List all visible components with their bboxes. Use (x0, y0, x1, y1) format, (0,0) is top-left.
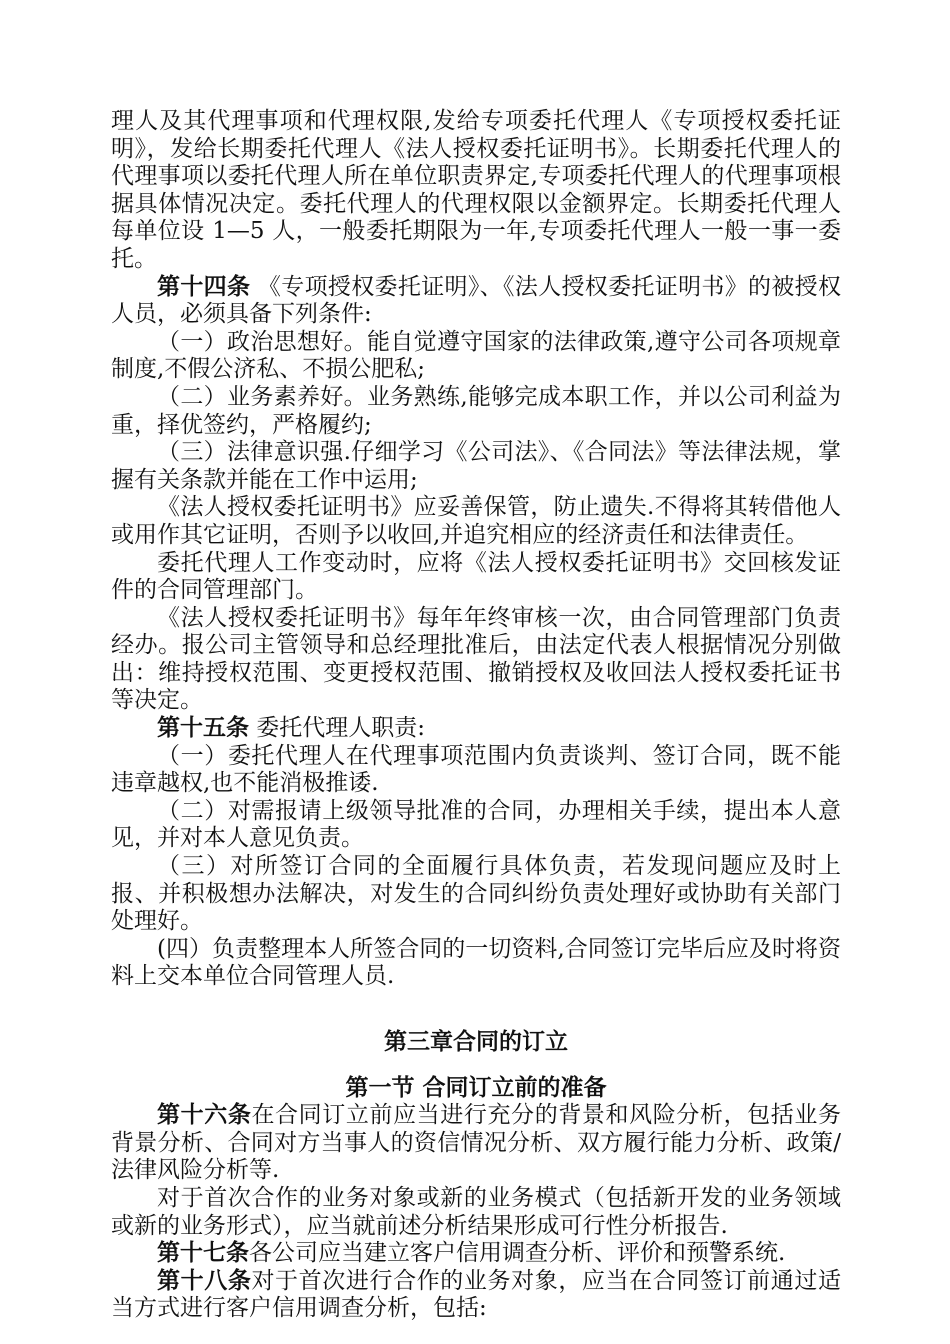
article-15-label: 第十五条 (157, 715, 249, 742)
paragraph-safekeeping: 《法人授权委托证明书》应妥善保管，防止遗失.不得将其转借他人或用作其它证明，否则予以收回,并追究相应的经济责任和法律责任。 (111, 494, 841, 548)
article-18 (111, 1268, 841, 1323)
article-15-text: 委托代理人职责: (249, 715, 426, 742)
article-14-item-3: （三）法律意识强.仔细学习《公司法》、《合同法》等法律法规，掌握有关条款并能在工作中运用; (111, 439, 841, 493)
article-14-item-2: （二）业务素养好。业务熟练,能够完成本职工作，并以公司利益为重，择优签约，严格履约; (111, 383, 841, 438)
article-15-item-4: (四）负责整理本人所签合同的一切资料,合同签订完毕后应及时将资料上交本单位合同管理人员. (111, 935, 841, 990)
article-18-label: 第十八条 (157, 1267, 252, 1294)
article-16-paragraph-2: 对于首次合作的业务对象或新的业务模式（包括新开发的业务领域或新的业务形式），应当就前述分析结果形成可行性分析报告. (111, 1184, 841, 1239)
article-14-label: 第十四条 (157, 273, 251, 300)
article-16-text: 在合同订立前应当进行充分的背景和风险分析，包括业务背景分析、合同对方当事人的资信情况分析、双方履行能力分析、政策/法律风险分析等. (111, 1102, 842, 1184)
article-15-item-3: （三）对所签订合同的全面履行具体负责，若发现问题应及时上报、并积极想办法解决，对发生的合同纠纷负责处理好或协助有关部门处理好。 (111, 853, 841, 935)
article-17 (111, 1240, 841, 1268)
article-17-label: 第十七条 (157, 1240, 249, 1267)
article-17-text: 各公司应当建立客户信用调查分析、评价和预警系统. (249, 1240, 786, 1267)
article-18-text: 对于首次进行合作的业务对象，应当在合同签订前通过适当方式进行客户信用调查分析，包括: (111, 1267, 842, 1322)
paragraph-continuation: 理人及其代理事项和代理权限,发给专项委托代理人《专项授权委托证明》，发给长期委托代理人《法人授权委托证明书》。长期委托代理人的代理事项以委托代理人所在单位职责界定,专项委托代理人的代理事项根据具体情况决定。委托代理人的代理权限以金额界定。长期委托代理人每单位设 1—5 人，一般委托期限为一年,专项委托代理人一般一事一委托。 (111, 108, 841, 272)
article-16-label: 第十六条 (157, 1102, 252, 1129)
article-15-item-1: （一）委托代理人在代理事项范围内负责谈判、签订合同，既不能违章越权,也不能消极推诿. (111, 742, 841, 797)
article-14-text: 《专项授权委托证明》、《法人授权委托证明书》的被授权人员，必须具备下列条件: (111, 273, 842, 328)
article-14 (111, 274, 841, 329)
section-title: 第一节 合同订立前的准备 (345, 1074, 607, 1101)
chapter-title: 第三章合同的订立 (384, 1029, 568, 1055)
article-15-item-2: （二）对需报请上级领导批准的合同，办理相关手续，提出本人意见，并对本人意见负责。 (111, 797, 841, 852)
paragraph-return-certificate: 委托代理人工作变动时，应将《法人授权委托证明书》交回核发证件的合同管理部门。 (111, 549, 841, 604)
article-14-item-1: （一）政治思想好。能自觉遵守国家的法律政策,遵守公司各项规章制度,不假公济私、不损公肥私; (111, 328, 841, 383)
document-page (111, 108, 841, 1323)
article-16 (111, 1102, 841, 1185)
paragraph-annual-review: 《法人授权委托证明书》每年年终审核一次，由合同管理部门负责经办。报公司主管领导和总经理批准后，由法定代表人根据情况分别做出：维持授权范围、变更授权范围、撤销授权及收回法人授权委托证书等决定。 (111, 604, 841, 714)
article-15 (111, 715, 841, 743)
